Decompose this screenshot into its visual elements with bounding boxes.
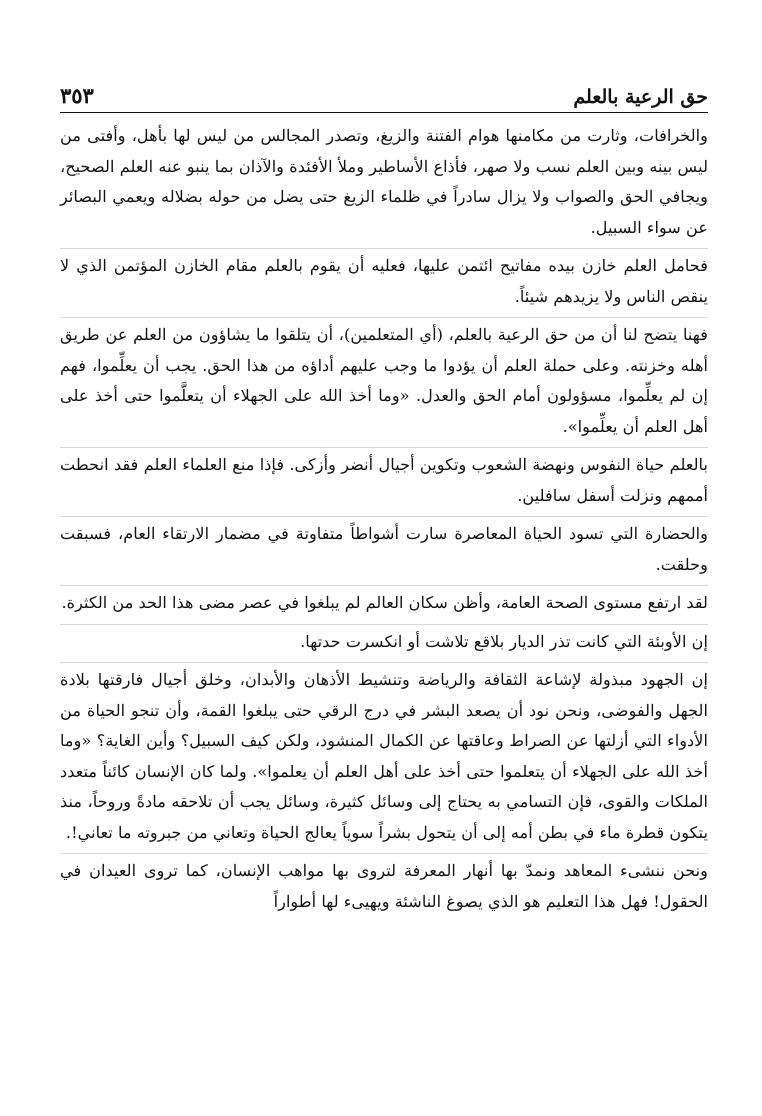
paragraph: لقد ارتفع مستوى الصحة العامة، وأظن سكان العالم لم يبلغوا في عصر مضى هذا الحد من الكثرة. bbox=[60, 586, 708, 625]
paragraph: إن الجهود مبذولة لإشاعة الثقافة والرياضة وتنشيط الأذهان والأبدان، وخلق أجيال فارقتها بلادة الجهل والفوضى، ونحن نود أن يصعد البشر في درج الرقي حتى يبلغوا القمة، وأن تنجو الحياة من الأدواء التي أزلتها عن الصراط وعاقتها عن الكمال المنشود، ولكن كيف السبيل؟ وأين الغاية؟ «وما أخذ الله على الجهلاء أن يتعلموا حتى أخذ على أهل العلم أن يعلموا». ولما كان الإنسان كائناً متعدد الملكات والقوى، فإن التسامي به يحتاج إلى وسائل كثيرة، وسائل يجب أن تلاحقه مادةً وروحاً، منذ يتكون قطرة ماء في بطن أمه إلى أن يتحول بشراً سوياً يعالج الحياة وتعاني من جبروته ما تعاني!. bbox=[60, 663, 708, 854]
paragraph: ونحن ننشىء المعاهد ونمدّ بها أنهار المعرفة لتروى بها مواهب الإنسان، كما تروى العيدان في الحقول! فهل هذا التعليم هو الذي يصوغ الناشئة ويهيىء لها أطواراً bbox=[60, 861, 708, 911]
running-header bbox=[60, 78, 708, 113]
page-number: ٣٥٣ bbox=[60, 83, 94, 108]
paragraph: والخرافات، وثارت من مكامنها هوام الفتنة والزيغ، وتصدر المجالس من ليس لها بأهل، وأفتى من ليس بينه وبين العلم نسب ولا صهر، فأذاع الأساطير وملأ الأفئدة والآذان بما ينبو عنه العلم الصحيح، ويجافي الحق والصواب ولا يزال سادراً في ظلماء الزيغ حتى يضل من حوله بضلاله ويعمي البصائر عن سواء السبيل. bbox=[60, 119, 708, 249]
chapter-title: حق الرعية بالعلم bbox=[573, 86, 708, 108]
book-page bbox=[60, 78, 708, 922]
paragraph: بالعلم حياة النفوس ونهضة الشعوب وتكوين أجيال أنضر وأزكى. فإذا منع العلماء العلم فقد انحطت أممهم ونزلت أسفل سافلين. bbox=[60, 448, 708, 517]
paragraph: فحامل العلم خازن بيده مفاتيح ائتمن عليها، فعليه أن يقوم بالعلم مقام الخازن المؤتمن الذي لا ينقص الناس ولا يزيدهم شيئاً. bbox=[60, 249, 708, 318]
text-body bbox=[60, 119, 708, 922]
paragraph: والحضارة التي تسود الحياة المعاصرة سارت أشواطاً متفاوتة في مضمار الارتقاء العام، فسبقت وحلقت. bbox=[60, 517, 708, 586]
paragraph: فهنا يتضح لنا أن من حق الرعية بالعلم، (أي المتعلمين)، أن يتلقوا ما يشاؤون من العلم عن طريق أهله وخزنته. وعلى حملة العلم أن يؤدوا ما وجب عليهم أداؤه من هذا الحق. يجب أن يعلِّموا، فهم إن لم يعلِّموا، مسؤولون أمام الحق والعدل. «وما أخذ الله على الجهلاء أن يتعلَّموا حتى أخذ على أهل العلم أن يعلِّموا». bbox=[60, 318, 708, 448]
paragraph: إن الأوبئة التي كانت تذر الديار بلاقع تلاشت أو انكسرت حدتها. bbox=[60, 625, 708, 664]
